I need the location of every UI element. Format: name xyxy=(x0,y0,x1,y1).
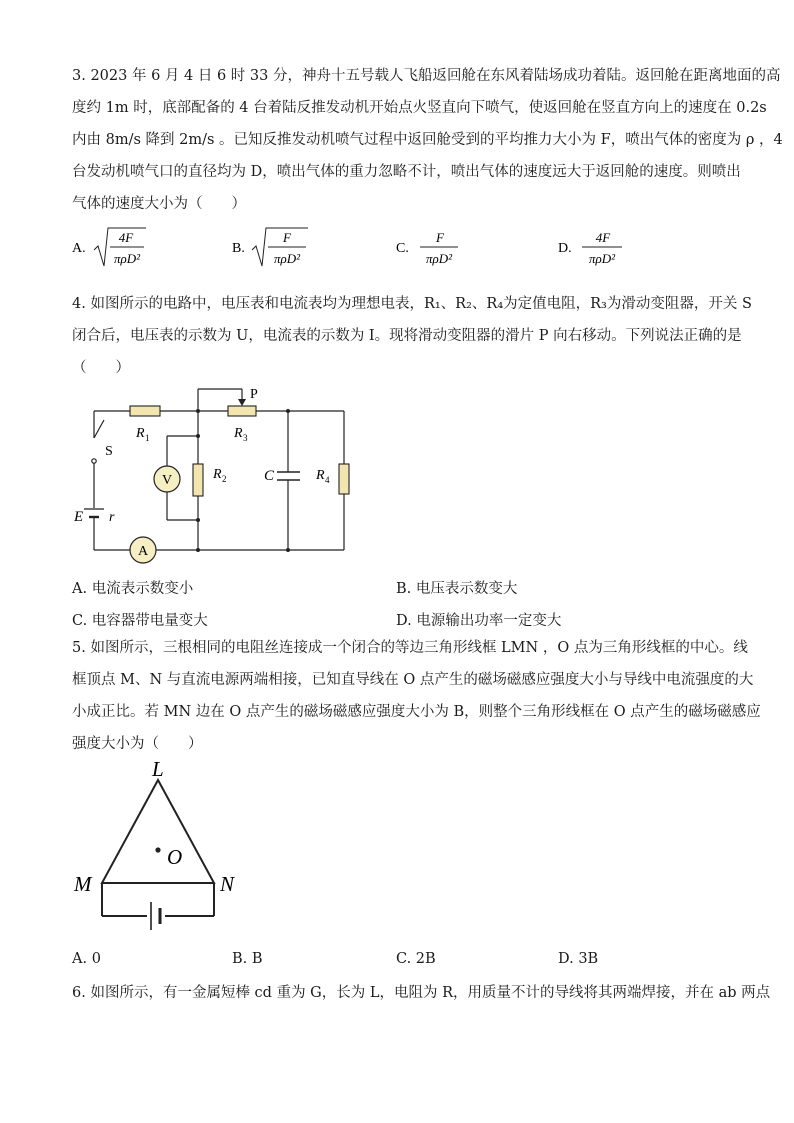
r1-label: R xyxy=(136,426,145,441)
center-point xyxy=(155,847,160,852)
q3-option-c[interactable] xyxy=(396,230,458,266)
q3-option-a-num: 4F xyxy=(118,230,134,245)
r3-sub: 3 xyxy=(243,433,248,443)
q4-option-c[interactable]: C. 电容器带电量变大 xyxy=(72,613,208,629)
q3-option-d[interactable] xyxy=(558,230,622,266)
question-4-options xyxy=(72,577,732,637)
question-6-text xyxy=(72,977,771,1009)
q5-option-c[interactable]: C. 2B xyxy=(396,951,436,967)
r4-sub: 4 xyxy=(325,475,330,485)
capacitor-label: C xyxy=(264,468,275,484)
resistor-r4 xyxy=(339,464,349,494)
q4-option-a[interactable]: A. 电流表示数变小 xyxy=(72,581,194,597)
q3-option-a[interactable] xyxy=(72,228,146,266)
q3-option-b-den: πρD² xyxy=(273,251,301,266)
slider-arrow-icon xyxy=(238,399,246,406)
q3-option-d-label: D. xyxy=(558,241,572,256)
vertex-n-label: N xyxy=(220,872,235,896)
q4-option-b[interactable]: B. 电压表示数变大 xyxy=(396,581,518,597)
q6-line: 6. 如图所示，有一金属短棒 cd 重为 G，长为 L，电阻为 R，用质量不计的导线将其两端焊接，并在 ab 两点 xyxy=(72,985,771,1001)
emf-label: E xyxy=(74,509,84,525)
resistor-r2 xyxy=(193,464,203,496)
r3-label: R xyxy=(234,426,243,441)
q3-option-c-den: πρD² xyxy=(425,251,453,266)
r1-sub: 1 xyxy=(145,433,150,443)
r2-label: R xyxy=(213,467,222,482)
q3-option-d-den: πρD² xyxy=(588,251,616,266)
q3-option-b-label: B. xyxy=(232,241,245,256)
question-5-options xyxy=(72,951,732,975)
q3-option-b[interactable] xyxy=(232,228,308,266)
q5-line: 5. 如图所示，三根相同的电阻丝连接成一个闭合的等边三角形线框 LMN ，O 点为三角形线框的中心。线 xyxy=(72,640,748,656)
q5-line: 强度大小为（ ） xyxy=(72,736,203,752)
resistor-r3 xyxy=(228,406,256,416)
triangle-diagram xyxy=(60,758,260,943)
q5-line: 小成正比。若 MN 边在 O 点产生的磁场磁感应强度大小为 B，则整个三角形线框在 O 点产生的磁场磁感应 xyxy=(72,704,761,720)
q3-line: 台发动机喷气口的直径均为 D，喷出气体的重力忽略不计，喷出气体的速度远大于返回舱的速度。则喷出 xyxy=(72,164,741,180)
voltmeter-label: V xyxy=(161,473,173,488)
q4-line: 4. 如图所示的电路中，电压表和电流表均为理想电表，R₁、R₂、R₄为定值电阻，R₃为滑动变阻器，开关 S xyxy=(72,296,752,312)
vertex-l-label: L xyxy=(152,758,164,781)
question-4-text xyxy=(72,288,752,384)
question-3-options xyxy=(60,222,680,272)
q5-option-a[interactable]: A. 0 xyxy=(72,951,101,967)
q3-option-b-num: F xyxy=(283,230,291,245)
internal-resistance-label: r xyxy=(109,510,115,525)
q4-line: 闭合后，电压表的示数为 U，电流表的示数为 I。现将滑动变阻器的滑片 P 向右移动。下列说法正确的是 xyxy=(72,328,742,344)
q3-option-a-den: πρD² xyxy=(113,251,141,266)
q5-option-d[interactable]: D. 3B xyxy=(558,951,599,967)
q3-line: 气体的速度大小为（ ） xyxy=(72,196,246,212)
q3-option-a-label: A. xyxy=(72,241,86,256)
q3-option-d-num: 4F xyxy=(595,230,611,245)
question-3-text xyxy=(72,60,783,220)
circuit-diagram xyxy=(60,380,370,565)
q3-option-c-num: F xyxy=(436,230,444,245)
q4-option-d[interactable]: D. 电源输出功率一定变大 xyxy=(396,613,562,629)
slider-p-label: P xyxy=(250,387,258,402)
r2-sub: 2 xyxy=(222,474,227,484)
question-5-text xyxy=(72,632,761,760)
center-o-label: O xyxy=(167,845,183,869)
switch-label: S xyxy=(105,444,113,459)
q3-line: 度约 1m 时，底部配备的 4 台着陆反推发动机开始点火竖直向下喷气，使返回舱在竖直方向上的速度在 0.2s xyxy=(72,100,767,116)
q3-line: 内由 8m/s 降到 2m/s 。已知反推发动机喷气过程中返回舱受到的平均推力大小为 F，喷出气体的密度为 ρ ，4 xyxy=(72,132,783,148)
q3-line: 3. 2023 年 6 月 4 日 6 时 33 分，神舟十五号载人飞船返回舱在东风着陆场成功着陆。返回舱在距离地面的高 xyxy=(72,68,781,84)
ammeter-label: A xyxy=(137,544,149,559)
q4-line: （ ） xyxy=(72,360,130,376)
q5-option-b[interactable]: B. B xyxy=(232,951,263,967)
r4-label: R xyxy=(316,468,325,483)
q3-option-c-label: C. xyxy=(396,241,409,256)
vertex-m-label: M xyxy=(74,872,92,896)
q5-line: 框顶点 M、N 与直流电源两端相接，已知直导线在 O 点产生的磁场磁感应强度大小与导线中电流强度的大 xyxy=(72,672,754,688)
junction-dots xyxy=(196,409,290,552)
resistor-r1 xyxy=(130,406,160,416)
